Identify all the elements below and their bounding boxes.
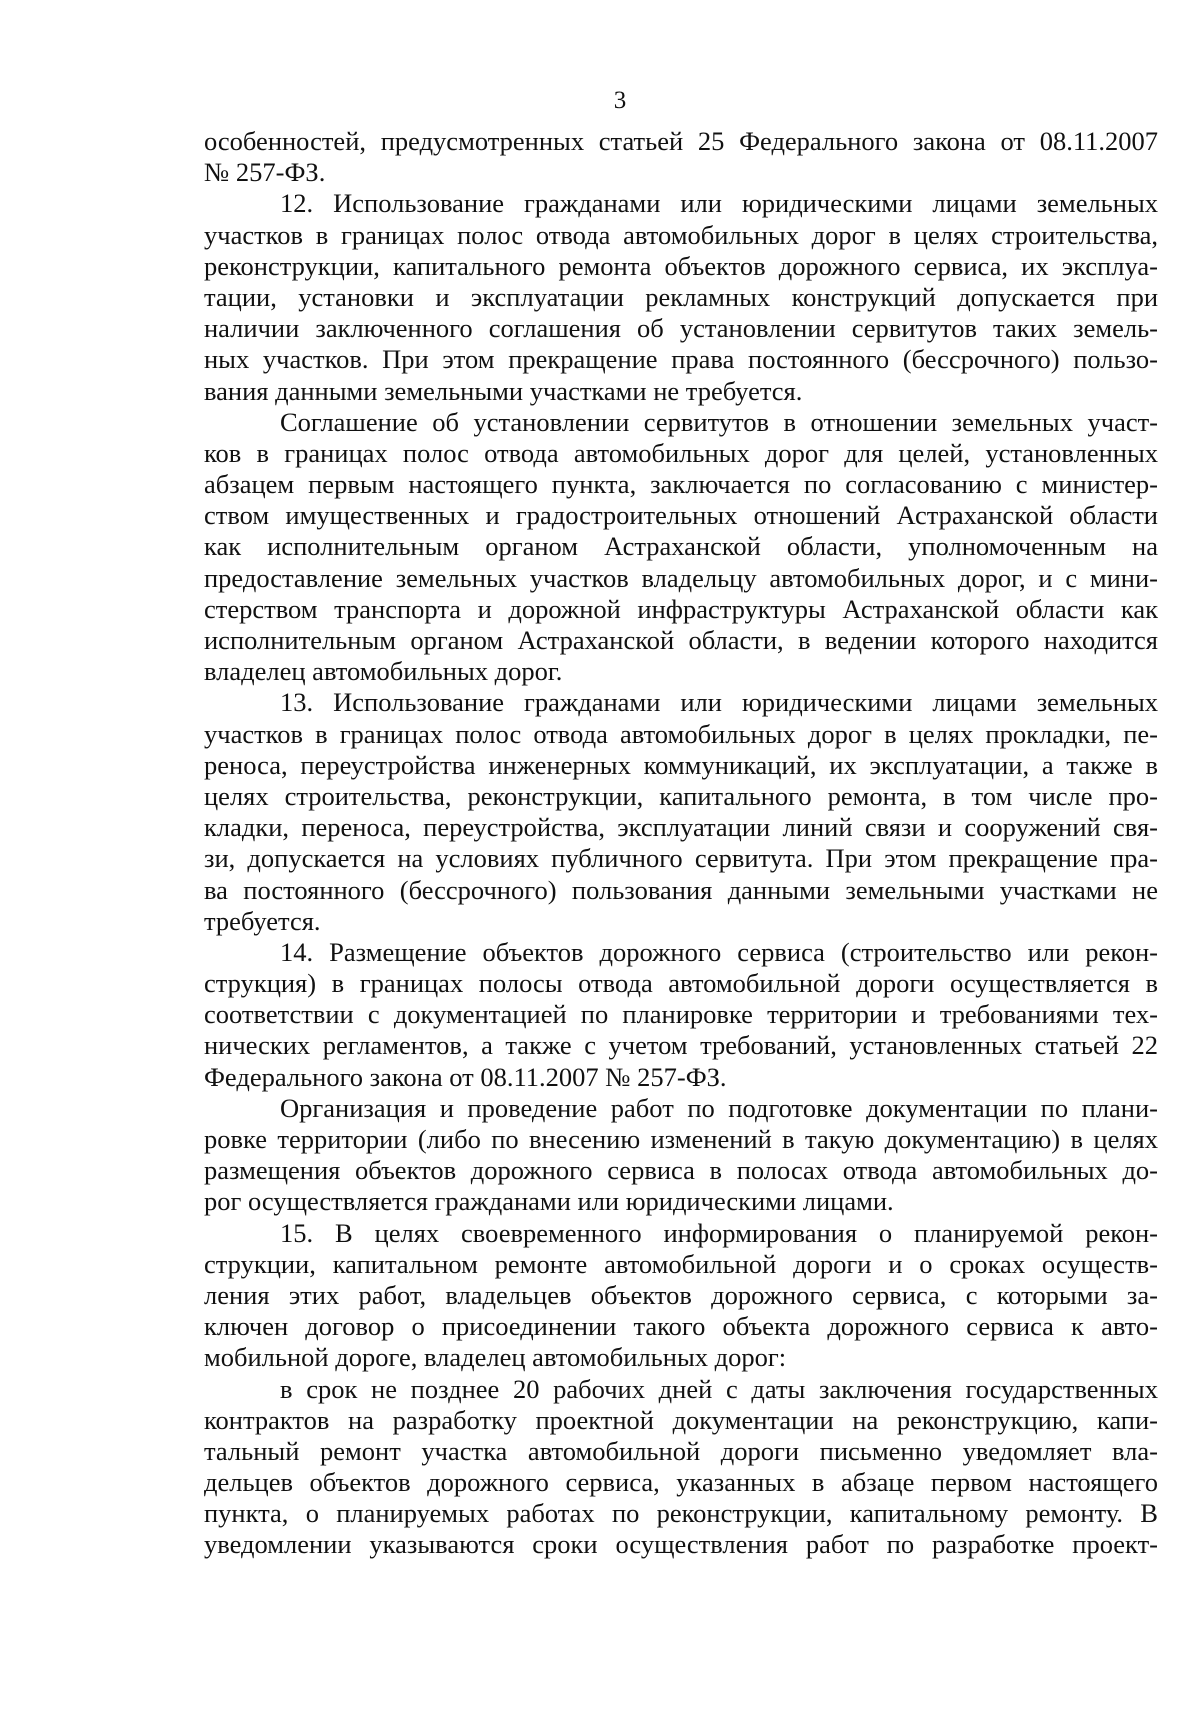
text-line: требуется.	[204, 905, 321, 936]
paragraph	[204, 937, 1158, 1093]
text-line: Соглашение об установлении сервитутов в отношении земельных участ-	[280, 406, 1158, 437]
text-line: кладки, переноса, переустройства, эксплуатации линий связи и сооружений свя-	[204, 812, 1158, 843]
text-line: тации, установки и эксплуатации рекламных конструкций допускается при	[204, 281, 1158, 312]
text-line: струкции, капитальном ремонте автомобильной дороги и о сроках осуществ-	[204, 1248, 1158, 1279]
text-line: целях строительства, реконструкции, капитального ремонта, в том числе про-	[204, 780, 1158, 811]
text-line: струкция) в границах полосы отвода автомобильной дороги осуществляется в	[204, 968, 1158, 999]
text-line: уведомлении указываются сроки осуществления работ по разработке проект-	[204, 1529, 1158, 1560]
text-line: предоставление земельных участков владельцу автомобильных дорог, и с мини-	[204, 562, 1158, 593]
text-line: участков в границах полос отвода автомобильных дорог в целях прокладки, пе-	[204, 718, 1158, 749]
text-line: реноса, переустройства инженерных коммуникаций, их эксплуатации, а также в	[204, 749, 1158, 780]
paragraph	[204, 1374, 1158, 1561]
paragraph	[204, 188, 1158, 406]
text-line: размещения объектов дорожного сервиса в полосах отвода автомобильных до-	[204, 1155, 1158, 1186]
paragraph	[204, 126, 1158, 188]
text-line: № 257-ФЗ.	[204, 157, 326, 188]
text-line: пункта, о планируемых работах по реконструкции, капитальному ремонту. В	[204, 1498, 1158, 1529]
text-line: ва постоянного (бессрочного) пользования данными земельными участками не	[204, 874, 1158, 905]
paragraph	[204, 1218, 1158, 1374]
text-line: зи, допускается на условиях публичного сервитута. При этом прекращение пра-	[204, 843, 1158, 874]
text-line: особенностей, предусмотренных статьей 25 Федерального закона от 08.11.2007	[204, 126, 1158, 156]
text-line: вания данными земельными участками не требуется.	[204, 375, 803, 406]
text-line: дельцев объектов дорожного сервиса, указанных в абзаце первом настоящего	[204, 1467, 1158, 1498]
text-line: в срок не позднее 20 рабочих дней с даты заключения государственных	[280, 1373, 1158, 1404]
text-line: ных участков. При этом прекращение права постоянного (бессрочного) пользо-	[204, 344, 1158, 375]
text-line: рог осуществляется гражданами или юридическими лицами.	[204, 1186, 894, 1217]
text-line: реконструкции, капитального ремонта объектов дорожного сервиса, их эксплуа-	[204, 250, 1158, 281]
text-line: тальный ремонт участка автомобильной дороги письменно уведомляет вла-	[204, 1435, 1158, 1466]
text-line: соответствии с документацией по планировке территории и требованиями тех-	[204, 999, 1158, 1030]
text-line: контрактов на разработку проектной документации на реконструкцию, капи-	[204, 1404, 1158, 1435]
text-line: участков в границах полос отвода автомобильных дорог в целях строительства,	[204, 219, 1158, 250]
text-line: Организация и проведение работ по подготовке документации по плани-	[280, 1092, 1158, 1123]
text-line: 14. Размещение объектов дорожного сервиса (строительство или рекон-	[280, 936, 1158, 967]
text-line: ления этих работ, владельцев объектов дорожного сервиса, с которыми за-	[204, 1279, 1158, 1310]
text-line: владелец автомобильных дорог.	[204, 656, 563, 687]
text-line: нических регламентов, а также с учетом требований, установленных статьей 22	[204, 1030, 1158, 1061]
text-line: ством имущественных и градостроительных отношений Астраханской области	[204, 500, 1158, 531]
text-line: Федерального закона от 08.11.2007 № 257-ФЗ.	[204, 1061, 727, 1092]
document-body	[204, 126, 1158, 1561]
text-line: ровке территории (либо по внесению изменений в такую документацию) в целях	[204, 1124, 1158, 1154]
page-number: 3	[613, 87, 627, 114]
text-line: стерством транспорта и дорожной инфраструктуры Астраханской области как	[204, 593, 1158, 624]
text-line: 13. Использование гражданами или юридическими лицами земельных	[280, 687, 1158, 718]
text-line: ков в границах полос отвода автомобильных дорог для целей, установленных	[204, 437, 1158, 468]
text-line: 15. В целях своевременного информирования о планируемой рекон-	[280, 1217, 1158, 1248]
text-line: ключен договор о присоединении такого объекта дорожного сервиса к авто-	[204, 1311, 1158, 1342]
text-line: наличии заключенного соглашения об установлении сервитутов таких земель-	[204, 313, 1158, 344]
text-line: абзацем первым настоящего пункта, заключается по согласованию с министер-	[204, 469, 1158, 500]
text-line: как исполнительным органом Астраханской области, уполномоченным на	[204, 531, 1158, 562]
paragraph	[204, 407, 1158, 688]
text-line: 12. Использование гражданами или юридическими лицами земельных	[280, 188, 1158, 219]
text-line: мобильной дороге, владелец автомобильных дорог:	[204, 1342, 787, 1373]
paragraph	[204, 1093, 1158, 1218]
text-line: исполнительным органом Астраханской области, в ведении которого находится	[204, 625, 1158, 655]
paragraph	[204, 687, 1158, 937]
